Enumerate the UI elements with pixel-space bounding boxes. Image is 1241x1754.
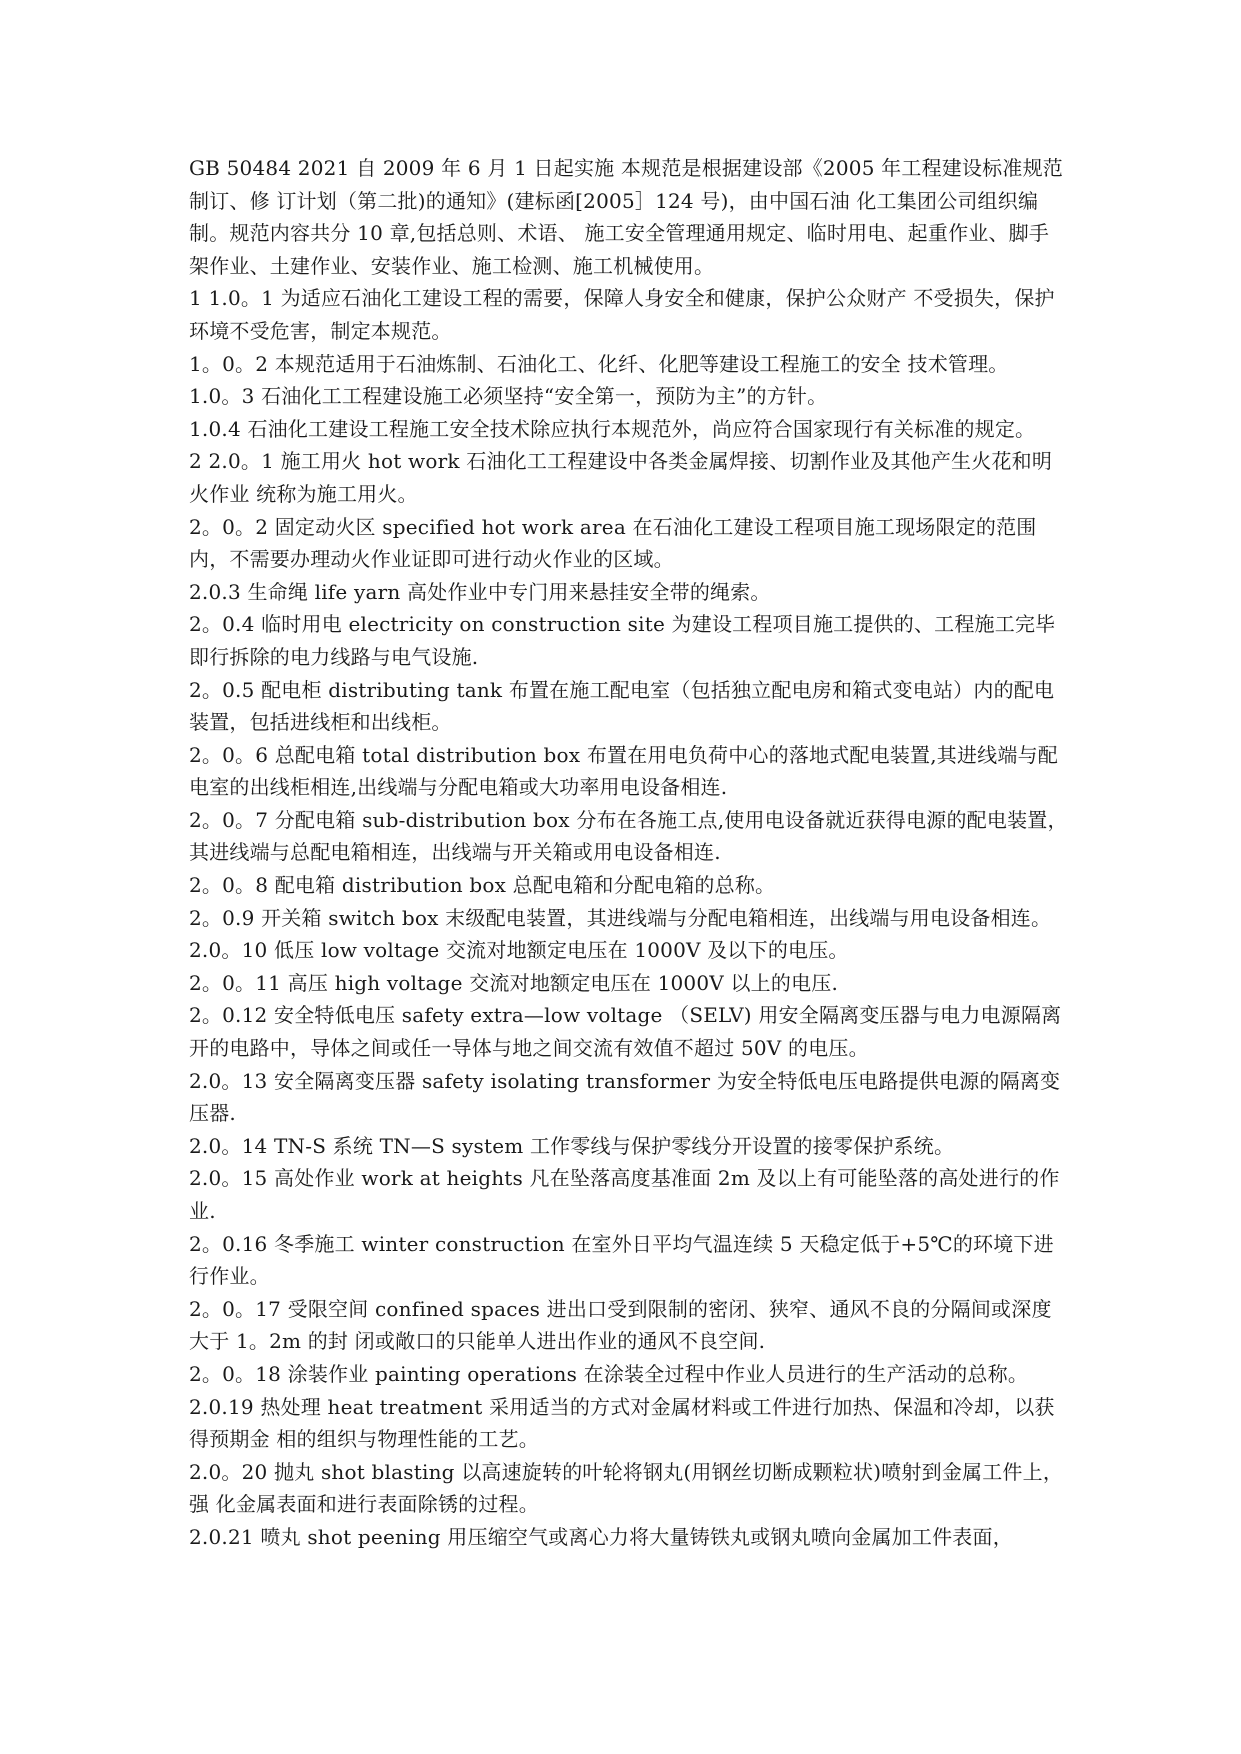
paragraph-2-0-8: 2。0。8 配电箱 distribution box 总配电箱和分配电箱的总称。 (189, 873, 776, 898)
paragraph-2-0-12: 2。0.12 安全特低电压 safety extra—low voltage （SELV) 用安全隔离变压器与电力电源隔离开的电路中，导体之间或任一导体与地之间交流有效值不超过 50V 的电压。 (189, 1003, 1062, 1061)
paragraph-2-0-6: 2。0。6 总配电箱 total distribution box 布置在用电负荷中心的落地式配电装置,其进线端与配电室的出线柜相连,出线端与分配电箱或大功率用电设备相连. (189, 742, 1058, 800)
paragraph-2-0-17: 2。0。17 受限空间 confined spaces 进出口受到限制的密闭、狭窄、通风不良的分隔间或深度大于 1。2m 的封 闭或敞口的只能单人进出作业的通风不良空间. (189, 1296, 1052, 1354)
paragraph-2-0-14: 2.0。14 TN-S 系统 TN—S system 工作零线与保护零线分开设置的接零保护系统。 (189, 1133, 955, 1158)
paragraph-2-0-4: 2。0.4 临时用电 electricity on construction site 为建设工程项目施工提供的、工程施工完毕即行拆除的电力线路与电气设施. (189, 612, 1056, 669)
paragraph-1-0-4: 1.0.4 石油化工建设工程施工安全技术除应执行本规范外，尚应符合国家现行有关标准的规定。 (189, 416, 1036, 441)
paragraph-2-0-3: 2.0.3 生命绳 life yarn 高处作业中专门用来悬挂安全带的绳索。 (189, 579, 771, 604)
paragraph-2-0-9: 2。0.9 开关箱 switch box 末级配电装置，其进线端与分配电箱相连，出线端与用电设备相连。 2.0。10 低压 low voltage 交流对地额定电压在 1000V 及以下的电压。 (189, 905, 1052, 963)
paragraph-2-0-7: 2。0。7 分配电箱 sub-distribution box 分布在各施工点,使用电设备就近获得电源的配电装置，其进线端与总配电箱相连，出线端与开关箱或用电设备相连. (189, 807, 1068, 865)
paragraph-2-0-5: 2。0.5 配电柜 distributing tank 布置在施工配电室（包括独立配电房和箱式变电站）内的配电装置，包括进线柜和出线柜。 (189, 677, 1055, 735)
paragraph-1-0-2: 1。0。2 本规范适用于石油炼制、石油化工、化纤、化肥等建设工程施工的安全 技术管理。 (189, 351, 1009, 376)
paragraph-2-0-2: 2。0。2 固定动火区 specified hot work area 在石油化工建设工程项目施工现场限定的范围内，不需要办理动火作业证即可进行动火作业的区域。 (189, 514, 1037, 572)
paragraph-1-0-1: 1 1.0。1 为适应石油化工建设工程的需要，保障人身安全和健康，保护公众财产 不受损失，保护环境不受危害，制定本规范。 (189, 286, 1055, 343)
paragraph-2-0-15: 2.0。15 高处作业 work at heights 凡在坠落高度基准面 2m 及以上有可能坠落的高处进行的作业. (189, 1166, 1060, 1223)
paragraph-intro: GB 50484 2021 自 2009 年 6 月 1 日起实施 本规范是根据建设部《2005 年工程建设标准规范制订、修 订计划（第二批)的通知》(建标函[2005］124 号)，由中国石油 化工集团公司组织编制。规范内容共分 10 章,包括总则、术语、 施工安全管理通用规定、临时用电、起重作业、脚手架作业、土建作业、安装作业、施工检测、施工机械使用。 (189, 156, 1063, 278)
paragraph-2-0-11: 2。0。11 高压 high voltage 交流对地额定电压在 1000V 以上的电压. (189, 970, 839, 995)
paragraph-2-0-1: 2 2.0。1 施工用火 hot work 石油化工工程建设中各类金属焊接、切割作业及其他产生火花和明火作业 统称为施工用火。 (189, 449, 1053, 506)
paragraph-2-0-19: 2.0.19 热处理 heat treatment 采用适当的方式对金属材料或工件进行加热、保温和冷却，以获得预期金 相的组织与物理性能的工艺。 (189, 1394, 1055, 1452)
paragraph-1-0-3: 1.0。3 石油化工工程建设施工必须坚持“安全第一，预防为主”的方针。 (189, 384, 828, 409)
paragraph-2-0-21: 2.0.21 喷丸 shot peening 用压缩空气或离心力将大量铸铁丸或钢丸喷向金属加工件表面， (189, 1524, 1013, 1549)
paragraph-2-0-20: 2.0。20 抛丸 shot blasting 以高速旋转的叶轮将钢丸(用钢丝切断成颗粒状)喷射到金属工件上，强 化金属表面和进行表面除锈的过程。 (189, 1459, 1064, 1517)
document-body (189, 152, 1069, 1554)
paragraph-2-0-16: 2。0.16 冬季施工 winter construction 在室外日平均气温连续 5 天稳定低于+5℃的环境下进行作业。 (189, 1231, 1054, 1289)
paragraph-2-0-18: 2。0。18 涂装作业 painting operations 在涂装全过程中作业人员进行的生产活动的总称。 (189, 1361, 1029, 1386)
paragraph-2-0-13: 2.0。13 安全隔离变压器 safety isolating transformer 为安全特低电压电路提供电源的隔离变压器. (189, 1068, 1061, 1126)
